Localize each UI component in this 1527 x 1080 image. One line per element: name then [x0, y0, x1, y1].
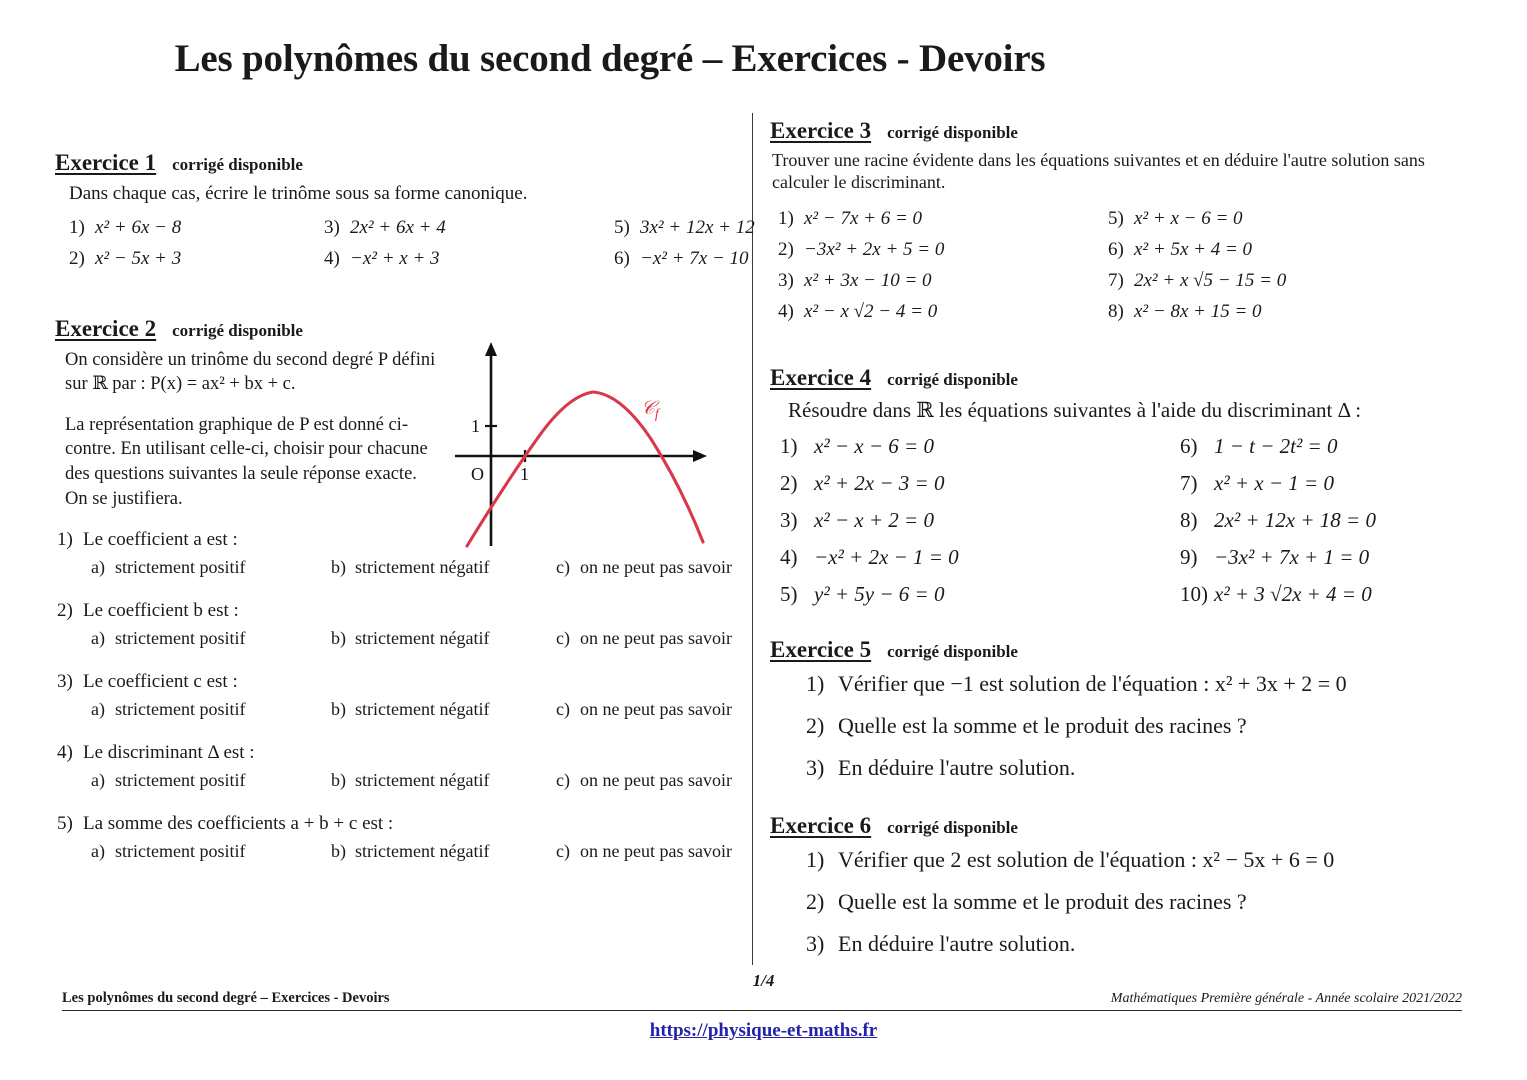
question-text: Quelle est la somme et le produit des racines ? — [838, 889, 1247, 915]
exercise-2-section — [55, 316, 745, 863]
list-item — [324, 248, 614, 270]
exercise-4-title: Exercice 4 — [770, 364, 872, 390]
mcq-option-a[interactable] — [91, 770, 331, 791]
exercise-4-intro: Résoudre dans ℝ les équations suivantes à l'aide du discriminant Δ : — [788, 397, 1362, 422]
list-item — [614, 217, 755, 239]
item-number: 5) — [1108, 207, 1124, 229]
exercise-1-title: Exercice 1 — [55, 150, 157, 175]
mcq-options — [91, 557, 745, 578]
option-letter: a) — [91, 770, 105, 791]
question-item — [806, 755, 1470, 781]
item-expression: x² + 3x − 10 = 0 — [804, 269, 932, 291]
question-text: La somme des coefficients a + b + c est : — [83, 813, 394, 835]
list-item — [1180, 471, 1470, 496]
option-letter: c) — [556, 628, 570, 649]
option-label: strictement négatif — [355, 841, 490, 862]
mcq-option-a[interactable] — [91, 628, 331, 649]
option-letter: a) — [91, 557, 105, 578]
item-number: 7) — [1180, 471, 1198, 496]
option-letter: c) — [556, 557, 570, 578]
list-item — [324, 217, 614, 239]
item-number: 7) — [1108, 269, 1124, 291]
x-tick-label: 1 — [520, 463, 529, 484]
mcq-question — [57, 671, 745, 693]
list-item — [778, 301, 1108, 323]
page-title: Les polynômes du second degré – Exercices - Devoirs — [174, 37, 1046, 80]
item-number: 2) — [69, 247, 85, 269]
list-item — [1108, 239, 1470, 261]
option-label: strictement négatif — [355, 628, 490, 649]
mcq-item — [55, 813, 745, 862]
mcq-option-c[interactable] — [556, 841, 745, 862]
question-number: 3) — [806, 931, 825, 957]
item-expression: 2x² + x √5 − 15 = 0 — [1134, 269, 1287, 291]
mcq-item — [55, 600, 745, 649]
mcq-item — [55, 742, 745, 791]
item-expression: x² − 5x + 3 — [95, 247, 182, 269]
mcq-option-b[interactable] — [331, 699, 556, 720]
item-expression: x² + 2x − 3 = 0 — [814, 471, 945, 496]
y-axis-arrow-icon — [485, 342, 497, 356]
exercise-3-items — [778, 208, 1470, 323]
question-number: 4) — [57, 742, 73, 764]
mcq-option-b[interactable] — [331, 628, 556, 649]
question-number: 1) — [806, 847, 825, 873]
exercise-5-questions — [806, 671, 1470, 781]
item-expression: x² + 3 √2x + 4 = 0 — [1214, 582, 1372, 607]
list-item — [1108, 270, 1470, 292]
option-letter: b) — [331, 699, 346, 720]
list-item — [1180, 582, 1470, 607]
exercise-1-items — [69, 216, 755, 270]
exercise-2-body — [55, 348, 745, 512]
list-item — [778, 270, 1108, 292]
mcq-options — [91, 628, 745, 649]
mcq-option-a[interactable] — [91, 841, 331, 862]
exercise-2-description — [65, 348, 440, 512]
question-item — [806, 847, 1470, 873]
item-expression: −3x² + 7x + 1 = 0 — [1214, 545, 1370, 570]
mcq-question — [57, 600, 745, 622]
exercise-5-header — [770, 637, 1470, 663]
item-number: 8) — [1180, 508, 1198, 533]
exercise-2-questions — [55, 529, 745, 862]
item-number: 4) — [324, 247, 340, 269]
item-expression: x² + x − 6 = 0 — [1134, 207, 1243, 229]
option-letter: b) — [331, 628, 346, 649]
question-text: En déduire l'autre solution. — [838, 931, 1076, 957]
option-letter: a) — [91, 699, 105, 720]
exercise-4-header — [770, 365, 1470, 391]
question-item — [806, 889, 1470, 915]
exercise-3-note: corrigé disponible — [887, 123, 1018, 142]
mcq-option-b[interactable] — [331, 770, 556, 791]
question-number: 1) — [806, 671, 825, 697]
curve-label: 𝒞$_f$ — [641, 397, 659, 422]
question-number: 5) — [57, 813, 73, 835]
mcq-options — [91, 770, 745, 791]
option-letter: c) — [556, 699, 570, 720]
exercise-6-note: corrigé disponible — [887, 818, 1018, 838]
footer-link-container — [0, 1020, 1527, 1042]
item-expression: x² − x + 2 = 0 — [814, 508, 934, 533]
exercise-2-note: corrigé disponible — [172, 320, 303, 340]
item-number: 3) — [780, 508, 798, 533]
exercise-2-title: Exercice 2 — [55, 315, 157, 341]
item-number: 5) — [614, 216, 630, 238]
exercise-4-items — [780, 434, 1470, 607]
item-expression: x² + x − 1 = 0 — [1214, 471, 1334, 496]
question-text: Le coefficient c est : — [83, 671, 238, 693]
option-label: strictement positif — [115, 557, 246, 578]
option-label: on ne peut pas savoir — [580, 557, 732, 578]
footer-title: Les polynômes du second degré – Exercices - Devoirs — [62, 990, 390, 1006]
question-item — [806, 671, 1470, 697]
option-letter: b) — [331, 841, 346, 862]
list-item — [614, 248, 755, 270]
list-item — [780, 471, 1180, 496]
exercise-5-note: corrigé disponible — [887, 642, 1018, 662]
mcq-options — [91, 841, 745, 862]
item-number: 5) — [780, 582, 798, 607]
option-label: strictement positif — [115, 628, 246, 649]
list-item — [780, 434, 1180, 459]
item-expression: x² + 6x − 8 — [95, 216, 182, 238]
option-letter: a) — [91, 628, 105, 649]
mcq-item — [55, 671, 745, 720]
option-label: strictement positif — [115, 841, 246, 862]
mcq-option-b[interactable] — [331, 841, 556, 862]
question-number: 1) — [57, 529, 73, 551]
mcq-option-b[interactable] — [331, 557, 556, 578]
left-column — [55, 150, 755, 884]
mcq-options — [91, 699, 745, 720]
exercise-3-header — [770, 118, 1470, 144]
exercise-1-header — [55, 150, 745, 176]
item-expression: −3x² + 2x + 5 = 0 — [804, 238, 945, 260]
question-text: Vérifier que 2 est solution de l'équation : x² − 5x + 6 = 0 — [838, 847, 1335, 873]
item-number: 6) — [1180, 434, 1198, 459]
option-label: strictement positif — [115, 770, 246, 791]
list-item — [780, 545, 1180, 570]
question-text: En déduire l'autre solution. — [838, 755, 1076, 781]
exercise-6-title: Exercice 6 — [770, 813, 872, 839]
page-number: 1/4 — [752, 971, 775, 990]
item-number: 2) — [778, 238, 794, 260]
mcq-option-a[interactable] — [91, 699, 331, 720]
question-item — [806, 931, 1470, 957]
question-item — [806, 713, 1470, 739]
question-number: 3) — [806, 755, 825, 781]
item-expression: 3x² + 12x + 12 — [640, 216, 755, 238]
question-number: 3) — [57, 671, 73, 693]
mcq-option-c[interactable] — [556, 699, 745, 720]
option-label: on ne peut pas savoir — [580, 628, 732, 649]
mcq-option-a[interactable] — [91, 557, 331, 578]
question-number: 2) — [806, 889, 825, 915]
item-expression: −x² + 2x − 1 = 0 — [814, 545, 959, 570]
exercise-3-intro: Trouver une racine évidente dans les équations suivantes et en déduire l'autre solution sans calculer le discriminant. — [772, 150, 1425, 192]
mcq-option-c[interactable] — [556, 628, 745, 649]
option-label: strictement positif — [115, 699, 246, 720]
item-expression: y² + 5y − 6 = 0 — [814, 582, 945, 607]
item-expression: 1 − t − 2t² = 0 — [1214, 434, 1338, 459]
option-label: on ne peut pas savoir — [580, 699, 732, 720]
mcq-option-c[interactable] — [556, 557, 745, 578]
question-text: Le discriminant Δ est : — [83, 742, 255, 764]
list-item — [1108, 208, 1470, 230]
item-number: 3) — [324, 216, 340, 238]
list-item — [778, 239, 1108, 261]
list-item — [69, 248, 324, 270]
question-text: Vérifier que −1 est solution de l'équation : x² + 3x + 2 = 0 — [838, 671, 1347, 697]
question-text: Le coefficient b est : — [83, 600, 239, 622]
option-letter: a) — [91, 841, 105, 862]
question-number: 2) — [57, 600, 73, 622]
list-item — [1180, 545, 1470, 570]
item-expression: −x² + x + 3 — [350, 247, 440, 269]
footer-meta: Mathématiques Première générale - Année scolaire 2021/2022 — [1110, 991, 1462, 1006]
exercise-1-intro: Dans chaque cas, écrire le trinôme sous sa forme canonique. — [69, 183, 528, 204]
item-number: 8) — [1108, 300, 1124, 322]
item-expression: x² − x √2 − 4 = 0 — [804, 300, 938, 322]
exercise-3-title: Exercice 3 — [770, 118, 872, 143]
parabola-graph-svg — [445, 334, 745, 559]
y-tick-label: 1 — [471, 415, 480, 436]
option-label: on ne peut pas savoir — [580, 841, 732, 862]
item-number: 3) — [778, 269, 794, 291]
right-column — [770, 118, 1470, 973]
exercise-6-section — [770, 813, 1470, 957]
exercise-1-section — [55, 150, 755, 270]
exercise-3-section — [770, 118, 1470, 323]
item-number: 9) — [1180, 545, 1198, 570]
exercise-4-section — [770, 365, 1470, 607]
item-number: 1) — [780, 434, 798, 459]
question-text: Quelle est la somme et le produit des racines ? — [838, 713, 1247, 739]
list-item — [1180, 434, 1470, 459]
exercise-5-section — [770, 637, 1470, 781]
question-number: 2) — [806, 713, 825, 739]
item-expression: x² + 5x + 4 = 0 — [1134, 238, 1253, 260]
website-link[interactable]: https://physique-et-maths.fr — [649, 1020, 878, 1041]
item-number: 4) — [778, 300, 794, 322]
column-divider — [752, 113, 753, 965]
item-expression: 2x² + 12x + 18 = 0 — [1214, 508, 1376, 533]
mcq-option-c[interactable] — [556, 770, 745, 791]
parabola-curve — [467, 392, 703, 546]
exercise-4-note: corrigé disponible — [887, 369, 1018, 389]
item-number: 6) — [614, 247, 630, 269]
parabola-graph — [445, 334, 745, 559]
exercise-2-paragraph-2: La représentation graphique de P est donné ci-contre. En utilisant celle-ci, choisir pour chacune des questions suivantes la seule réponse exacte. On se justifiera. — [65, 414, 428, 509]
exercise-6-questions — [806, 847, 1470, 957]
list-item — [778, 208, 1108, 230]
list-item — [1180, 508, 1470, 533]
option-label: on ne peut pas savoir — [580, 770, 732, 791]
exercise-2-paragraph-1: On considère un trinôme du second degré P défini sur ℝ par : P(x) = ax² + bx + c. — [65, 349, 436, 395]
exercise-6-header — [770, 813, 1470, 839]
item-number: 1) — [69, 216, 85, 238]
question-text: Le coefficient a est : — [83, 529, 238, 551]
item-number: 2) — [780, 471, 798, 496]
exercise-5-title: Exercice 5 — [770, 637, 872, 663]
item-expression: x² − x − 6 = 0 — [814, 434, 934, 459]
mcq-question — [57, 742, 745, 764]
exercise-1-note: corrigé disponible — [172, 155, 303, 174]
list-item — [780, 508, 1180, 533]
item-number: 4) — [780, 545, 798, 570]
list-item — [780, 582, 1180, 607]
option-label: strictement négatif — [355, 557, 490, 578]
item-expression: −x² + 7x − 10 — [640, 247, 749, 269]
item-expression: x² − 8x + 15 = 0 — [1134, 300, 1262, 322]
list-item — [69, 217, 324, 239]
mcq-question — [57, 813, 745, 835]
origin-label: O — [471, 463, 484, 484]
item-number: 6) — [1108, 238, 1124, 260]
item-expression: 2x² + 6x + 4 — [350, 216, 446, 238]
item-number: 1) — [778, 207, 794, 229]
option-letter: c) — [556, 770, 570, 791]
x-axis-arrow-icon — [693, 450, 707, 462]
footer-bar — [62, 990, 1462, 1011]
option-label: strictement négatif — [355, 699, 490, 720]
list-item — [1108, 301, 1470, 323]
item-expression: x² − 7x + 6 = 0 — [804, 207, 923, 229]
option-label: strictement négatif — [355, 770, 490, 791]
item-number: 10) — [1180, 582, 1208, 607]
option-letter: b) — [331, 770, 346, 791]
option-letter: b) — [331, 557, 346, 578]
option-letter: c) — [556, 841, 570, 862]
